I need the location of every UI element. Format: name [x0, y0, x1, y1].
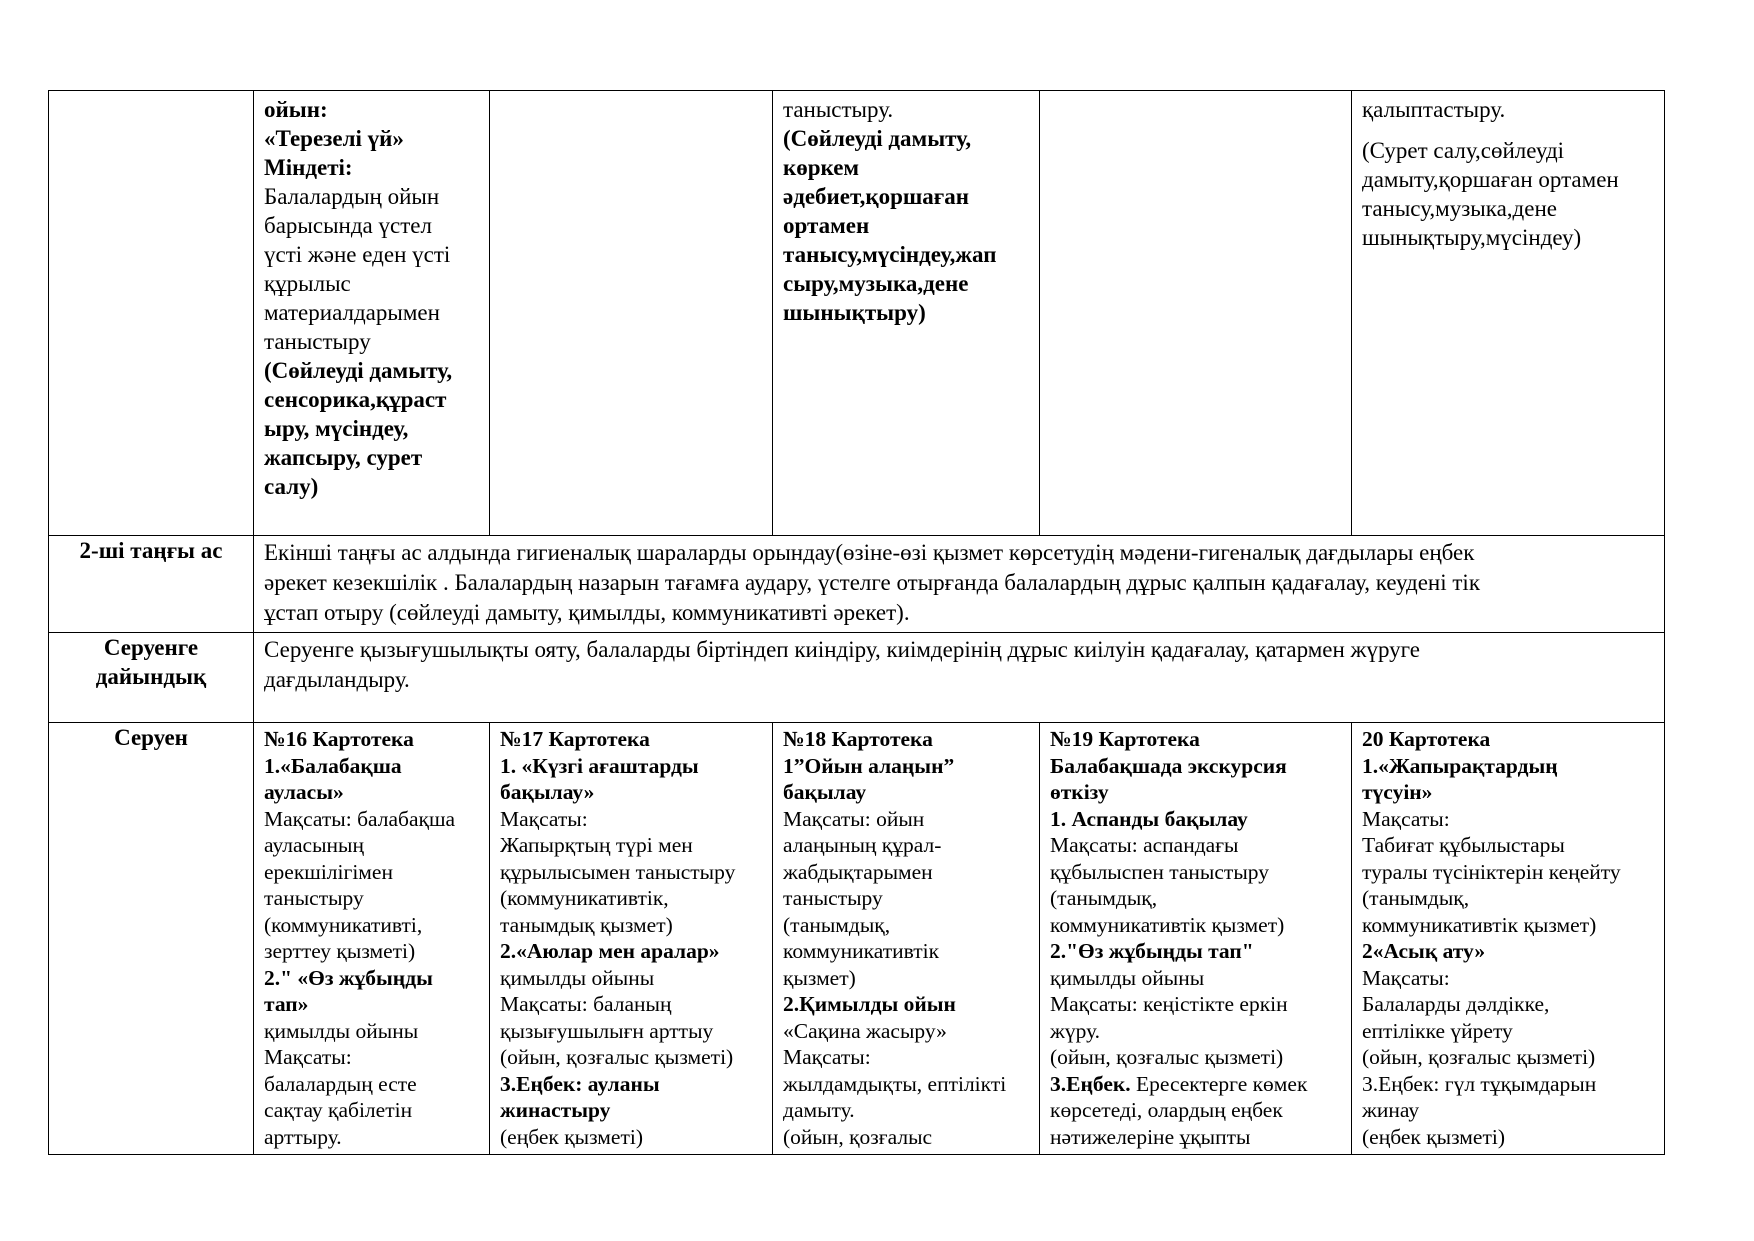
text-line: зерттеу қызметі) [264, 939, 416, 963]
text-line: 1”Ойын алаңын” [783, 753, 955, 778]
text-line: үсті және еден үсті [264, 242, 451, 267]
text-line: құрылыс [264, 271, 351, 296]
text-line: түсуін» [1362, 780, 1433, 804]
speech-development-text [773, 91, 1039, 333]
row1-col3-cell [490, 91, 773, 536]
text-line: сыру,музыка,дене [783, 271, 969, 296]
text-line: ерекшілігімен [264, 859, 393, 884]
text-line: (Сөйлеуді дамыту, [783, 126, 972, 151]
text-line: жапсыру, сурет [264, 445, 423, 470]
text-line: материалдарымен [264, 300, 440, 325]
text-line: Екінші таңғы ас алдында гигиеналық шараларды орындау(өзіне-өзі қызмет көрсетудің мәдени-гигеналық дағдылары еңбек [264, 540, 1475, 565]
text-line: ұстап отыру (сөйлеуді дамыту, қимылды, коммуникативті әрекет). [264, 600, 910, 625]
text-line: әдебиет,қоршаған [783, 184, 969, 209]
row1-col2-cell [254, 91, 490, 536]
text-line: жинастыру [500, 1098, 611, 1122]
text-line: (танымдық, [783, 912, 891, 937]
text-line: (танымдық, [1050, 886, 1158, 910]
text-line: 3.Еңбек. Ересектерге көмек [1050, 1071, 1308, 1096]
text-line: бақылау» [500, 780, 595, 804]
text-line: (ойын, қозғалыс қызметі) [1362, 1045, 1596, 1069]
text-line: 1. «Күзгі ағаштарды [500, 753, 699, 778]
text-line: сақтау қабілетін [264, 1098, 413, 1122]
text-line: құрылысымен таныстыру [500, 859, 736, 884]
activities-continuation-row [49, 91, 1665, 536]
text-line: таныстыру [783, 886, 883, 910]
text-line: Мақсаты: балабақша [264, 806, 456, 831]
text-line: тап» [264, 992, 309, 1016]
text-line: «Терезелі үй» [264, 126, 404, 151]
text-line: арттыру. [264, 1124, 342, 1149]
walk-preparation-row [49, 633, 1665, 723]
text-line: қимылды ойыны [500, 965, 655, 990]
text-line: 2.Қимылды ойын [783, 992, 956, 1016]
text-line: таныстыру [264, 886, 364, 910]
text-line: (ойын, қозғалыс қызметі) [1050, 1045, 1284, 1069]
text-line: №18 Картотека [783, 727, 933, 751]
text-line: 2«Асық ату» [1362, 939, 1486, 963]
text-line: 2."Өз жұбыңды тап" [1050, 939, 1254, 963]
text-line: Мақсаты: [500, 806, 588, 831]
walk-label: Серуен [49, 723, 254, 1155]
schedule-table [48, 90, 1665, 1155]
row1-col5-cell [1040, 91, 1352, 536]
text-line: Табиғат құбылыстары [1362, 833, 1565, 857]
text-line: «Сақина жасыру» [783, 1018, 947, 1043]
text-line: жабдықтарымен [783, 859, 933, 884]
text-line: қимылды ойыны [264, 1018, 419, 1043]
drawing-speech-text [1352, 91, 1664, 258]
second-breakfast-row [49, 536, 1665, 633]
text-line: Балабақшада экскурсия [1050, 753, 1287, 778]
text-line: алаңының құрал- [783, 833, 942, 857]
text-line: қызығушылығн арттыу [500, 1018, 714, 1043]
walk-card-20-cell [1352, 723, 1665, 1155]
text-line: (ойын, қозғалыс [783, 1124, 933, 1149]
text-line: 3.Еңбек: ауланы [500, 1071, 660, 1096]
text-line: көрсетеді, олардың еңбек [1050, 1098, 1283, 1122]
text-line: №17 Картотека [500, 727, 650, 751]
game-terezeli-uy-text [254, 91, 489, 507]
text-line: шынықтыру) [783, 300, 926, 325]
text-line: туралы түсініктерін кеңейту [1362, 859, 1621, 884]
text-line: Мақсаты: баланың [500, 992, 672, 1016]
text-line: Балалардың ойын [264, 184, 440, 209]
text-line: Міндеті: [264, 155, 353, 180]
text-line: балалардың есте [264, 1071, 417, 1096]
text-line: Мақсаты: кеңістікте еркін [1050, 992, 1288, 1016]
text-line: жүру. [1050, 1018, 1101, 1043]
text-line: 2.«Аюлар мен аралар» [500, 939, 720, 963]
text-line: (коммуникативтік, [500, 886, 669, 910]
text-line: нәтижелеріне ұқыпты [1050, 1124, 1251, 1149]
text-line: ауласының [264, 833, 364, 857]
walk-card-17 [490, 723, 772, 1154]
text-line: Мақсаты: [264, 1045, 352, 1069]
text-line: (Сурет салу,сөйлеуді [1362, 138, 1565, 163]
walk-card-17-cell [490, 723, 773, 1155]
text-line: әрекет кезекшілік . Балалардың назарын тағамға аудару, үстелге отырғанда балалардың дұрыс қалпын қадағалау, кеудені тік [264, 570, 1480, 595]
text-line: Мақсаты: ойын [783, 806, 925, 831]
walk-preparation-text-cell [254, 633, 1665, 723]
text-line: №19 Картотека [1050, 727, 1200, 751]
walk-card-19-cell [1040, 723, 1352, 1155]
col6-first-line: қалыптастыру. [1362, 97, 1506, 122]
text-line: ептілікке үйрету [1362, 1018, 1513, 1043]
text-line: қимылды ойыны [1050, 965, 1205, 990]
text-line: танысу,мүсіндеу,жап [783, 242, 997, 267]
text-line: (ойын, қозғалыс қызметі) [500, 1045, 734, 1069]
second-breakfast-text-cell [254, 536, 1665, 633]
text-line: дағдыландыру. [264, 667, 410, 692]
text-line: ыру, мүсіндеу, [264, 416, 409, 441]
text-line: коммуникативтік қызмет) [1050, 912, 1285, 937]
text-line: ойын: [264, 97, 328, 122]
text-line: өткізу [1050, 780, 1109, 804]
text-line: бақылау [783, 780, 867, 804]
text-line: коммуникативтік қызмет) [1362, 912, 1597, 937]
text-line: №16 Картотека [264, 727, 414, 751]
text-line: салу) [264, 474, 319, 499]
text-line: танымдық қызмет) [500, 912, 673, 937]
text-line: дамыту,қоршаған ортамен [1362, 167, 1619, 192]
walk-preparation-text [254, 633, 1664, 699]
walk-card-18 [773, 723, 1039, 1154]
text-line: Мақсаты: [1362, 965, 1450, 990]
text-line: (еңбек қызметі) [1362, 1124, 1505, 1149]
text-line: көркем [783, 155, 860, 180]
text-line: таныстыру. [783, 97, 894, 122]
text-line: таныстыру [264, 329, 371, 354]
second-breakfast-text [254, 536, 1664, 632]
walk-card-20 [1352, 723, 1664, 1154]
text-line: қызмет) [783, 965, 856, 990]
text-line: 2." «Өз жұбыңды [264, 965, 433, 990]
text-line: ауласы» [264, 780, 344, 804]
text-line: 3.Еңбек: гүл тұқымдарын [1362, 1071, 1597, 1096]
text-line: (Сөйлеуді дамыту, [264, 358, 453, 383]
text-line: (танымдық, [1362, 886, 1470, 910]
text-line: сенсорика,құраст [264, 387, 447, 412]
text-line: танысу,музыка,дене [1362, 196, 1557, 221]
walk-card-16 [254, 723, 489, 1154]
walk-card-16-cell [254, 723, 490, 1155]
text-line: Жапырқтың түрі мен [500, 833, 693, 857]
text-line: жылдамдықты, ептілікті [783, 1071, 1007, 1096]
text-line: (еңбек қызметі) [500, 1124, 643, 1149]
row1-col4-cell [773, 91, 1040, 536]
text-line: дамыту. [783, 1098, 855, 1122]
walk-preparation-label: Серуенге дайындық [49, 633, 254, 723]
text-line: құбылыспен таныстыру [1050, 859, 1269, 884]
text-line: Мақсаты: аспандағы [1050, 833, 1239, 857]
text-line: коммуникативтік [783, 939, 940, 963]
text-line: Балаларды дәлдікке, [1362, 992, 1550, 1016]
text-line: жинау [1362, 1098, 1420, 1122]
walk-row [49, 723, 1665, 1155]
text-line: (коммуникативті, [264, 912, 423, 937]
text-line: 1.«Жапырақтардың [1362, 753, 1558, 778]
text-line: шынықтыру,мүсіндеу) [1362, 225, 1582, 250]
text-line: ортамен [783, 213, 870, 238]
second-breakfast-label: 2-ші таңғы ас [49, 536, 254, 633]
walk-card-19 [1040, 723, 1351, 1154]
text-line: 1.«Балабақша [264, 753, 402, 778]
row1-col6-cell [1352, 91, 1665, 536]
text-line: Мақсаты: [783, 1045, 871, 1069]
text-line: 1. Аспанды бақылау [1050, 806, 1248, 831]
walk-card-18-cell [773, 723, 1040, 1155]
text-line: барысында үстел [264, 213, 432, 238]
text-line: Мақсаты: [1362, 806, 1450, 831]
text-line: 20 Картотека [1362, 727, 1491, 751]
row1-label-cell [49, 91, 254, 536]
text-line: Серуенге қызығушылықты ояту, балаларды біртіндеп киіндіру, киімдерінің дұрыс киілуін қадағалау, қатармен жүруге [264, 637, 1420, 662]
